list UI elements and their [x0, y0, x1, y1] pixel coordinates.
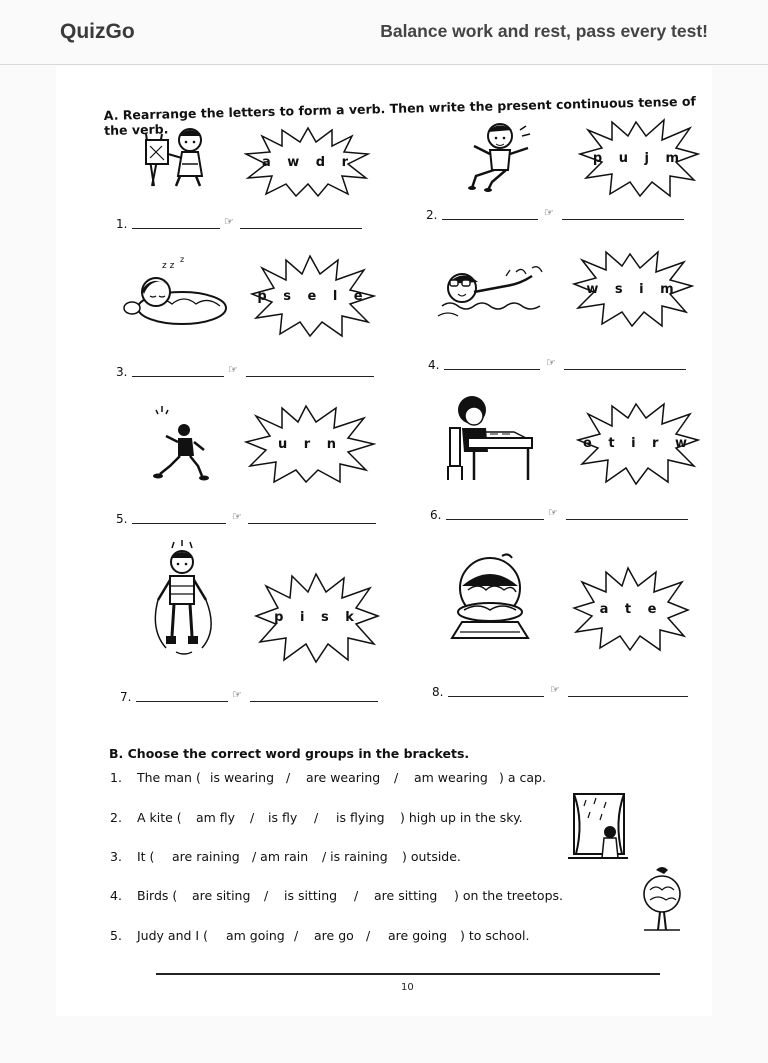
option-1[interactable]: are siting: [192, 888, 251, 903]
question-tail: ) to school.: [460, 928, 530, 943]
question-lead: Birds (: [137, 888, 178, 903]
girl-sleeping-icon: [122, 252, 228, 332]
boy-running-icon: [150, 404, 212, 488]
food-bowl-icon: [450, 552, 530, 648]
letter-burst-8: [572, 566, 690, 652]
question-lead: It (: [137, 849, 155, 864]
separator: /: [294, 928, 299, 943]
question-lead: A kite (: [137, 810, 182, 825]
question-number: 1.: [116, 217, 128, 231]
question-number: 2.: [110, 810, 122, 825]
pointing-hand-icon: ☞: [228, 363, 238, 376]
separator: /: [264, 888, 269, 903]
tense-answer-blank[interactable]: [246, 376, 374, 377]
choice-question-4: [110, 888, 580, 906]
question-tail: ) high up in the sky.: [400, 810, 523, 825]
app-logo[interactable]: QuizGo: [60, 20, 135, 43]
letter-burst-2: [578, 118, 700, 198]
option-2[interactable]: is sitting: [284, 888, 338, 903]
section-b-title: B. Choose the correct word groups in the brackets.: [109, 746, 470, 761]
answer-line-2: [426, 208, 688, 222]
separator: /: [354, 888, 359, 903]
verb-answer-blank[interactable]: [446, 519, 544, 520]
option-2[interactable]: are go: [314, 928, 354, 943]
question-number: 3.: [110, 849, 122, 864]
option-2[interactable]: / am rain: [252, 849, 309, 864]
scrambled-letters: u r n: [278, 436, 342, 452]
question-number: 4.: [428, 358, 440, 372]
scrambled-letters: a w d r: [261, 154, 355, 170]
question-lead: The man (: [137, 770, 201, 785]
option-1[interactable]: are raining: [172, 849, 240, 864]
answer-line-7: [120, 690, 382, 704]
option-3[interactable]: am wearing: [414, 770, 488, 785]
choice-question-3: [110, 849, 570, 867]
answer-line-8: [432, 685, 694, 699]
pointing-hand-icon: ☞: [546, 356, 556, 369]
tense-answer-blank[interactable]: [248, 523, 376, 524]
boy-skipping-icon: [146, 540, 222, 664]
option-3[interactable]: is flying: [336, 810, 385, 825]
question-number: 3.: [116, 365, 128, 379]
scrambled-letters: p i s k: [274, 609, 360, 625]
option-3[interactable]: are going: [388, 928, 448, 943]
choice-question-5: [110, 928, 570, 946]
question-number: 2.: [426, 208, 438, 222]
girl-writing-icon: [444, 392, 536, 486]
scrambled-letters: p u j m: [592, 150, 686, 166]
letter-burst-6: [576, 400, 700, 486]
app-header: [0, 0, 768, 65]
tense-answer-blank[interactable]: [568, 696, 688, 697]
answer-line-4: [428, 358, 690, 372]
separator: /: [366, 928, 371, 943]
separator: /: [286, 770, 291, 785]
question-number: 4.: [110, 888, 122, 903]
option-2[interactable]: are wearing: [306, 770, 381, 785]
scrambled-letters: e t i r w: [582, 435, 693, 451]
letter-burst-1: [244, 126, 372, 198]
verb-answer-blank[interactable]: [132, 376, 224, 377]
header-slogan: Balance work and rest, pass every test!: [380, 21, 708, 41]
scrambled-letters: a t e: [599, 601, 663, 617]
option-2[interactable]: is fly: [268, 810, 298, 825]
question-number: 7.: [120, 690, 132, 704]
verb-answer-blank[interactable]: [448, 696, 544, 697]
option-3[interactable]: are sitting: [374, 888, 438, 903]
question-number: 6.: [430, 508, 442, 522]
answer-line-5: [116, 512, 378, 526]
question-number: 5.: [116, 512, 128, 526]
verb-answer-blank[interactable]: [132, 523, 226, 524]
pointing-hand-icon: ☞: [232, 688, 242, 701]
letter-burst-4: [572, 250, 694, 328]
tense-answer-blank[interactable]: [562, 219, 684, 220]
pointing-hand-icon: ☞: [548, 506, 558, 519]
bird-on-tree-icon: [636, 864, 688, 938]
svg-text:z z: z z: [162, 261, 175, 271]
separator: /: [250, 810, 255, 825]
question-tail: ) on the treetops.: [454, 888, 563, 903]
option-3[interactable]: / is raining: [322, 849, 388, 864]
pointing-hand-icon: ☞: [550, 683, 560, 696]
verb-answer-blank[interactable]: [132, 228, 220, 229]
verb-answer-blank[interactable]: [136, 701, 228, 702]
verb-answer-blank[interactable]: [444, 369, 540, 370]
pointing-hand-icon: ☞: [544, 206, 554, 219]
boy-swimming-icon: [436, 262, 552, 324]
tense-answer-blank[interactable]: [250, 701, 378, 702]
question-tail: ) outside.: [402, 849, 461, 864]
answer-line-6: [430, 508, 692, 522]
window-rain-icon: [566, 792, 630, 870]
pointing-hand-icon: ☞: [232, 510, 242, 523]
pointing-hand-icon: ☞: [224, 215, 234, 228]
boy-drawing-icon: [138, 124, 210, 194]
scrambled-letters: w s i m: [586, 281, 680, 297]
scrambled-letters: p s e l e: [257, 288, 369, 304]
svg-text:z: z: [180, 255, 185, 264]
separator: /: [314, 810, 319, 825]
choice-question-2: [110, 810, 570, 828]
answer-line-3: [116, 365, 378, 379]
letter-burst-3: [250, 254, 376, 338]
tense-answer-blank[interactable]: [566, 519, 688, 520]
page-number: 10: [401, 982, 414, 993]
option-1[interactable]: am going: [226, 928, 285, 943]
boy-jumping-icon: [462, 118, 534, 196]
separator: /: [394, 770, 399, 785]
section-a-instruction: A. Rearrange the letters to form a verb. Then write the present continuous tense of the verb.: [103, 93, 697, 138]
footer-divider: [156, 973, 660, 975]
choice-question-1: [110, 770, 570, 788]
question-number: 8.: [432, 685, 444, 699]
question-number: 1.: [110, 770, 122, 785]
option-1[interactable]: am fly: [196, 810, 236, 825]
letter-burst-7: [254, 570, 380, 664]
question-number: 5.: [110, 928, 122, 943]
question-lead: Judy and I (: [137, 928, 208, 943]
tense-answer-blank[interactable]: [240, 228, 362, 229]
question-tail: ) a cap.: [499, 770, 546, 785]
option-1[interactable]: is wearing: [210, 770, 275, 785]
answer-line-1: [116, 217, 372, 231]
tense-answer-blank[interactable]: [564, 369, 686, 370]
letter-burst-5: [244, 404, 376, 484]
verb-answer-blank[interactable]: [442, 219, 538, 220]
